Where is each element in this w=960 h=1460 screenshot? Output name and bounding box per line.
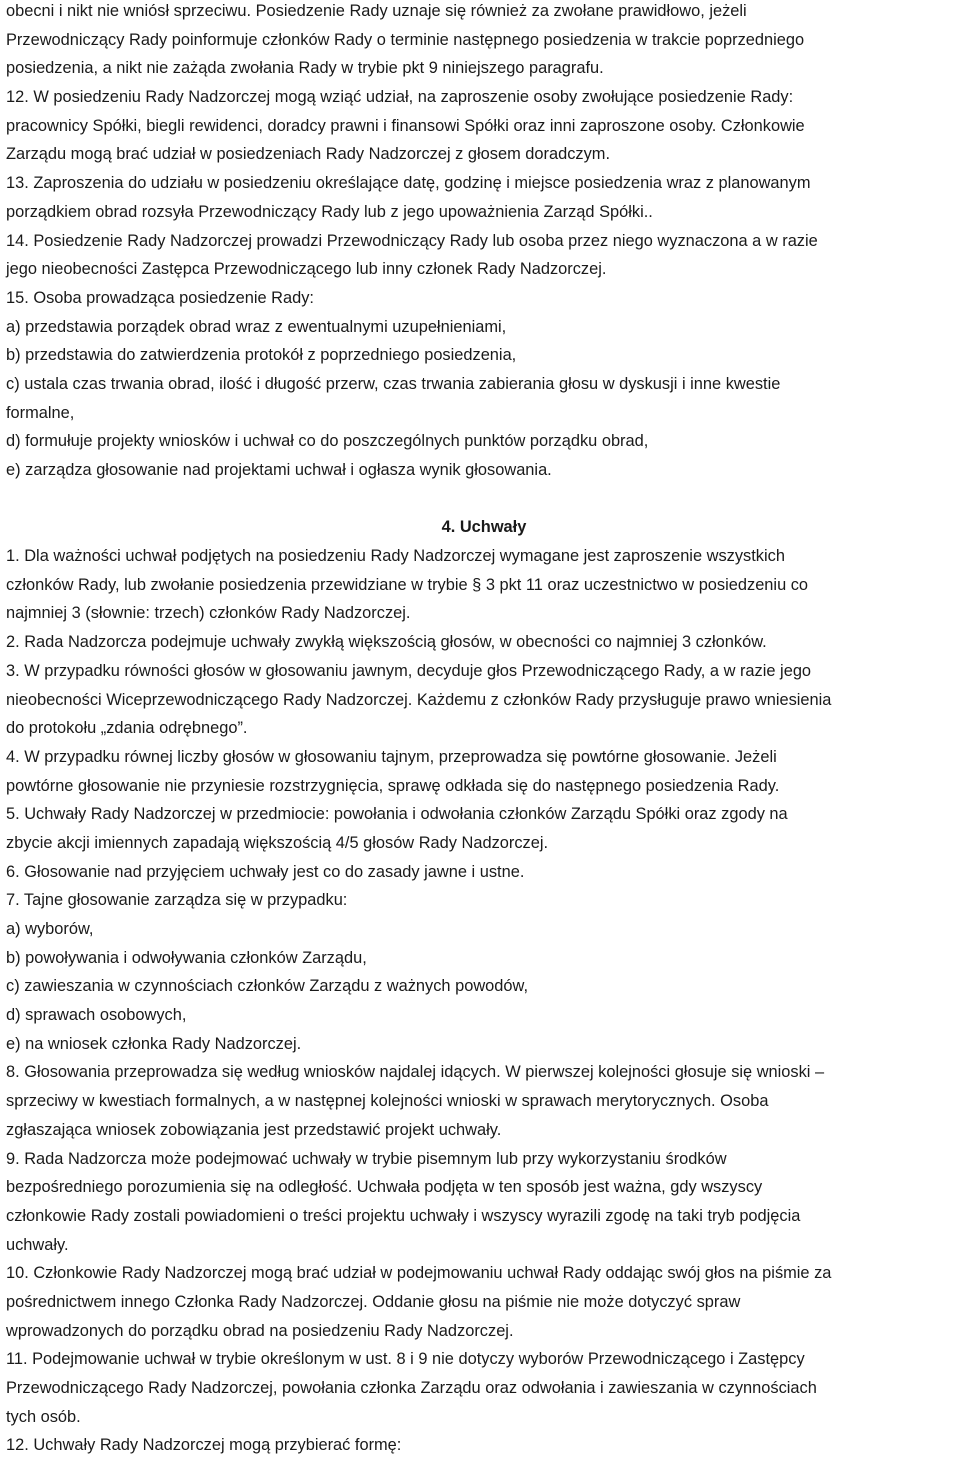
text-line: e) zarządza głosowanie nad projektami uchwał i ogłasza wynik głosowania. [6,461,552,479]
text-line: e) na wniosek członka Rady Nadzorczej. [6,1034,302,1053]
text-line: sprzeciwy w kwestiach formalnych, a w następnej kolejności wnioski w sprawach merytorycznych. Osoba [6,1092,769,1111]
text-line: jego nieobecności Zastępca Przewodniczącego lub inny członek Rady Nadzorczej. [6,260,607,279]
text-line: 6. Głosowanie nad przyjęciem uchwały jest co do zasady jawne i ustne. [6,862,525,881]
text-line: b) przedstawia do zatwierdzenia protokół z poprzedniego posiedzenia, [6,346,517,365]
text-line: 12. Uchwały Rady Nadzorczej mogą przybierać formę: [6,1436,402,1455]
text-line: 9. Rada Nadzorcza może podejmować uchwały w trybie pisemnym lub przy wykorzystaniu środków [6,1149,727,1168]
text-line: tych osób. [6,1407,81,1426]
text-line: do protokołu „zdania odrębnego”. [6,719,248,738]
text-line: Przewodniczący Rady poinformuje członków Rady o terminie następnego posiedzenia w trakcie poprzedniego [6,30,805,49]
text-line: d) sprawach osobowych, [6,1006,187,1025]
text-line: uchwały. [6,1235,69,1254]
text-line: a) przedstawia porządek obrad wraz z ewentualnymi uzupełnieniami, [6,317,507,336]
text-line: 10. Członkowie Rady Nadzorczej mogą brać udział w podejmowaniu uchwał Rady oddając swój głos na piśmie za [6,1264,832,1283]
text-line: 4. W przypadku równej liczby głosów w głosowaniu tajnym, przeprowadza się powtórne głosowanie. Jeżeli [6,747,777,766]
text-line: najmniej 3 (słownie: trzech) członków Rady Nadzorczej. [6,604,411,623]
text-line: nieobecności Wiceprzewodniczącego Rady Nadzorczej. Każdemu z członków Rady przysługuje prawo wniesienia [6,690,832,709]
text-line: d) formułuje projekty wniosków i uchwał co do poszczególnych punktów porządku obrad, [6,432,649,451]
text-line: 12. W posiedzeniu Rady Nadzorczej mogą wziąć udział, na zaproszenie osoby zwołujące posiedzenie Rady: [6,88,794,107]
text-line: Zarządu mogą brać udział w posiedzeniach Rady Nadzorczej z głosem doradczym. [6,145,611,164]
text-line: 11. Podejmowanie uchwał w trybie określonym w ust. 8 i 9 nie dotyczy wyborów Przewodniczącego i Zastępcy [6,1350,805,1369]
text-line: zgłaszająca wniosek zobowiązania jest przedstawić projekt uchwały. [6,1120,502,1139]
text-line: wprowadzonych do porządku obrad na posiedzeniu Rady Nadzorczej. [6,1321,514,1340]
text-line: c) zawieszania w czynnościach członków Zarządu z ważnych powodów, [6,977,529,996]
text-line: 2. Rada Nadzorcza podejmuje uchwały zwykłą większością głosów, w obecności co najmniej 3 członków. [6,633,767,652]
text-line: 7. Tajne głosowanie zarządza się w przypadku: [6,891,348,910]
text-line: 8. Głosowania przeprowadza się według wniosków najdalej idących. W pierwszej kolejności głosuje się wnioski – [6,1063,825,1082]
text-line: 13. Zaproszenia do udziału w posiedzeniu określające datę, godzinę i miejsce posiedzenia wraz z planowanym [6,174,811,193]
text-line: b) powoływania i odwoływania członków Zarządu, [6,948,367,967]
text-line: 5. Uchwały Rady Nadzorczej w przedmiocie: powołania i odwołania członków Zarządu Spółki oraz zgody na [6,805,788,824]
text-line: członkowie Rady zostali powiadomieni o treści projektu uchwały i wszyscy wyrazili zgodę na taki tryb podjęcia [6,1206,801,1225]
text-line: 1. Dla ważności uchwał podjętych na posiedzeniu Rady Nadzorczej wymagane jest zaproszenie wszystkich [6,547,785,566]
text-line: Przewodniczącego Rady Nadzorczej, powołania członka Zarządu oraz odwołania i zawieszania w czynnościach [6,1379,817,1397]
text-line: bezpośredniego porozumienia się na odległość. Uchwała podjęta w ten sposób jest ważna, gdy wszyscy [6,1178,763,1197]
text-line: a) wyborów, [6,920,94,938]
text-line: pracownicy Spółki, biegli rewidenci, doradcy prawni i finansowi Spółki oraz inni zaproszone osoby. Członkowie [6,116,805,135]
text-line: członków Rady, lub zwołanie posiedzenia przewidziane w trybie § 3 pkt 11 oraz uczestnictwo w posiedzeniu co [6,575,809,594]
text-line: formalne, [6,403,75,422]
text-line: 15. Osoba prowadząca posiedzenie Rady: [6,288,314,307]
text-line: obecni i nikt nie wniósł sprzeciwu. Posiedzenie Rady uznaje się również za zwołane prawidłowo, jeżeli [6,2,747,20]
text-line: posiedzenia, a nikt nie zażąda zwołania Rady w trybie pkt 9 niniejszego paragrafu. [6,59,604,78]
blank-line [6,485,952,514]
text-line: c) ustala czas trwania obrad, ilość i długość przerw, czas trwania zabierania głosu w dyskusji i inne kwestie [6,374,781,393]
section-heading: 4. Uchwały [441,518,527,537]
text-line: porządkiem obrad rozsyła Przewodniczący Rady lub z jego upoważnienia Zarząd Spółki.. [6,202,653,221]
text-line: 3. W przypadku równości głosów w głosowaniu jawnym, decyduje głos Przewodniczącego Rady, a w razie jego [6,661,812,680]
text-line: zbycie akcji imiennych zapadają większością 4/5 głosów Rady Nadzorczej. [6,833,549,852]
text-line: 14. Posiedzenie Rady Nadzorczej prowadzi Przewodniczący Rady lub osoba przez niego wyznaczona a w razie [6,231,818,250]
text-line: pośrednictwem innego Członka Rady Nadzorczej. Oddanie głosu na piśmie nie może dotyczyć spraw [6,1292,741,1311]
text-line: powtórne głosowanie nie przyniesie rozstrzygnięcia, sprawę odkłada się do następnego posiedzenia Rady. [6,776,780,795]
